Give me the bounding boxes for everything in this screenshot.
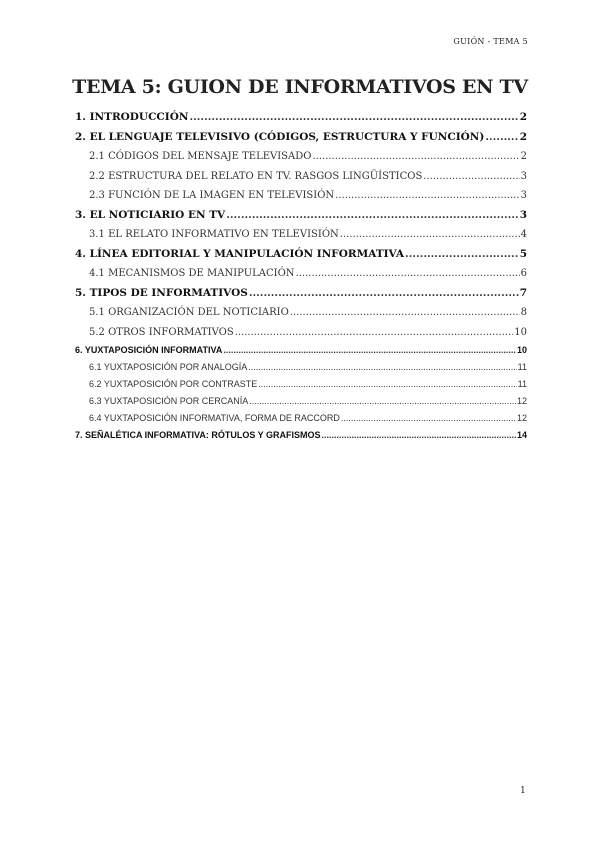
toc-page-number: 3: [519, 208, 527, 221]
toc-leader: [249, 284, 519, 304]
toc-leader: [249, 393, 516, 410]
toc-leader: [235, 323, 514, 343]
toc-entry-label: 7. SEÑALÉTICA INFORMATIVA: RÓTULOS Y GRAFISMOS: [75, 430, 321, 440]
toc-leader: [248, 359, 516, 376]
toc-entry-1[interactable]: [75, 108, 527, 128]
toc-entry-label: 3. EL NOTICIARIO EN TV: [75, 208, 226, 221]
toc-leader: [423, 167, 519, 187]
toc-entry-6-1[interactable]: [75, 359, 527, 376]
toc-page-number: 2: [519, 111, 527, 123]
toc-leader: [340, 225, 520, 245]
toc-page-number: 2: [519, 130, 527, 143]
table-of-contents: [75, 108, 527, 444]
toc-page-number: 3: [520, 170, 527, 182]
toc-leader: [189, 108, 518, 128]
toc-entry-label: 6.4 YUXTAPOSICIÓN INFORMATIVA, FORMA DE RACCORD: [89, 413, 340, 423]
toc-leader: [226, 206, 518, 226]
toc-entry-label: 2.1 CÓDIGOS DEL MENSAJE TELEVISADO: [89, 151, 312, 162]
toc-entry-2-3[interactable]: [75, 186, 527, 206]
toc-leader: [258, 376, 516, 393]
toc-leader: [296, 264, 520, 284]
toc-entry-label: 6. YUXTAPOSICIÓN INFORMATIVA: [75, 345, 223, 355]
toc-page-number: 2: [520, 151, 527, 162]
page-title: TEMA 5: GUION DE INFORMATIVOS EN TV: [72, 76, 528, 98]
toc-entry-2-2[interactable]: [75, 167, 527, 187]
toc-entry-6-3[interactable]: [75, 393, 527, 410]
page-number: 1: [520, 786, 526, 796]
toc-entry-3-1[interactable]: [75, 225, 527, 245]
toc-page-number: 11: [517, 379, 527, 389]
toc-leader: [322, 427, 516, 444]
toc-leader: [335, 186, 519, 206]
toc-entry-4-1[interactable]: [75, 264, 527, 284]
toc-entry-label: 4.1 MECANISMOS DE MANIPULACIÓN: [89, 268, 295, 279]
toc-leader: [290, 303, 520, 323]
toc-entry-5-2[interactable]: [75, 323, 527, 343]
toc-leader: [223, 342, 516, 359]
toc-entry-4[interactable]: [75, 245, 527, 265]
toc-page-number: 10: [514, 326, 527, 338]
toc-entry-6-2[interactable]: [75, 376, 527, 393]
toc-entry-5[interactable]: [75, 284, 527, 304]
toc-entry-label: 2.3 FUNCIÓN DE LA IMAGEN EN TELEVISIÓN: [89, 190, 335, 201]
toc-leader: [312, 147, 519, 167]
toc-page-number: 3: [520, 190, 527, 201]
toc-page-number: 10: [516, 345, 527, 355]
toc-page-number: 7: [519, 286, 527, 299]
toc-entry-2[interactable]: [75, 128, 527, 148]
toc-entry-label: 5.1 ORGANIZACIÓN DEL NOTICIARIO: [89, 307, 289, 318]
running-header: GUIÓN - TEMA 5: [453, 37, 528, 46]
toc-leader: [485, 128, 518, 148]
toc-entry-label: 4. LÍNEA EDITORIAL Y MANIPULACIÓN INFORMATIVA: [75, 247, 405, 260]
toc-page-number: 12: [516, 396, 527, 406]
toc-entry-7[interactable]: [75, 427, 527, 444]
toc-page-number: 6: [520, 268, 527, 279]
toc-entry-label: 6.2 YUXTAPOSICIÓN POR CONTRASTE: [89, 379, 258, 389]
toc-entry-3[interactable]: [75, 206, 527, 226]
toc-page-number: 14: [516, 430, 527, 440]
toc-page-number: 4: [520, 229, 527, 240]
toc-entry-label: 1. INTRODUCCIÓN: [75, 111, 189, 123]
toc-page-number: 8: [520, 307, 527, 318]
toc-entry-label: 6.1 YUXTAPOSICIÓN POR ANALOGÍA: [89, 362, 248, 372]
toc-entry-label: 2.2 ESTRUCTURA DEL RELATO EN TV. RASGOS LINGÜÍSTICOS: [89, 170, 423, 182]
toc-entry-label: 3.1 EL RELATO INFORMATIVO EN TELEVISIÓN: [89, 229, 339, 240]
toc-entry-label: 2. EL LENGUAJE TELEVISIVO (CÓDIGOS, ESTRUCTURA Y FUNCIÓN): [75, 130, 485, 143]
toc-entry-label: 5.2 OTROS INFORMATIVOS: [89, 326, 234, 338]
toc-entry-5-1[interactable]: [75, 303, 527, 323]
toc-page-number: 5: [519, 247, 527, 260]
toc-entry-label: 5. TIPOS DE INFORMATIVOS: [75, 286, 248, 299]
toc-entry-6-4[interactable]: [75, 410, 527, 427]
toc-leader: [341, 410, 516, 427]
toc-entry-2-1[interactable]: [75, 147, 527, 167]
toc-entry-6[interactable]: [75, 342, 527, 359]
toc-entry-label: 6.3 YUXTAPOSICIÓN POR CERCANÍA: [89, 396, 249, 406]
toc-leader: [405, 245, 519, 265]
toc-page-number: 12: [516, 413, 527, 423]
toc-page-number: 11: [517, 362, 527, 372]
